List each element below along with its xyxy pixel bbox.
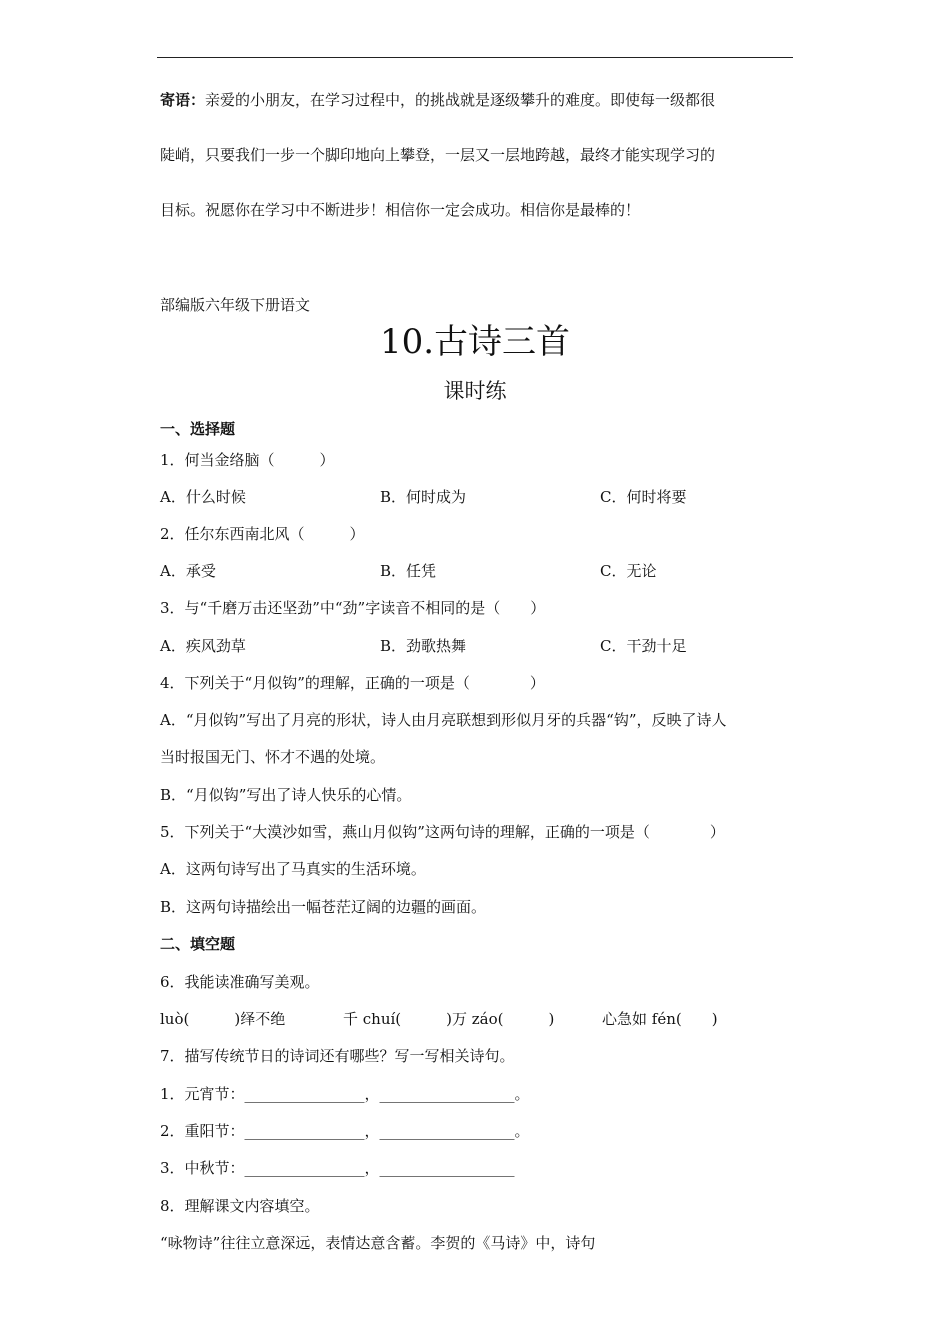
q4-option-a-line-2: 当时报国无门、怀才不遇的处境。 xyxy=(160,748,386,766)
page-title: 10.古诗三首 xyxy=(379,322,571,362)
q1-stem: 1．何当金络脑（ ） xyxy=(160,451,335,469)
greeting-label: 寄语： xyxy=(160,91,206,109)
q1-option-b: B．何时成为 xyxy=(380,488,467,506)
q8-text: “咏物诗”往往立意深远，表情达意含蓄。李贺的《马诗》中，诗句 xyxy=(160,1234,596,1252)
q6-stem: 6．我能读准确写美观。 xyxy=(160,973,320,991)
q8-stem: 8．理解课文内容填空。 xyxy=(160,1197,320,1215)
q7-line-2: 2．重阳节：________________，__________________。 xyxy=(160,1122,530,1140)
q6-pinyin-1: luò( )绎不绝 xyxy=(160,1010,286,1028)
greeting-line-1 xyxy=(160,90,715,110)
grade-label: 部编版六年级下册语文 xyxy=(160,296,311,314)
page-subtitle: 课时练 xyxy=(443,379,507,403)
q5-stem: 5．下列关于“大漠沙如雪，燕山月似钩”这两句诗的理解，正确的一项是（ ） xyxy=(160,823,725,841)
q3-stem: 3．与“千磨万击还坚劲”中“劲”字读音不相同的是（ ） xyxy=(160,599,546,617)
q6-pinyin-3: 心急如 fén( ) xyxy=(602,1010,718,1028)
q2-option-a: A．承受 xyxy=(160,562,216,580)
greeting-text-1: 亲爱的小朋友，在学习过程中，的挑战就是逐级攀升的难度。即使每一级都很 xyxy=(205,91,716,109)
q6-pinyin-2: 千 chuí( )万 záo( ) xyxy=(343,1010,555,1028)
q4-stem: 4．下列关于“月似钩”的理解，正确的一项是（ ） xyxy=(160,674,545,692)
q7-line-3: 3．中秋节：________________，__________________ xyxy=(160,1159,515,1177)
q2-option-b: B．任凭 xyxy=(380,562,437,580)
q5-option-a: A．这两句诗写出了马真实的生活环境。 xyxy=(160,860,426,878)
q3-option-b: B．劲歌热舞 xyxy=(380,637,467,655)
header-rule xyxy=(157,57,793,58)
q4-option-b: B．“月似钩”写出了诗人快乐的心情。 xyxy=(160,786,412,804)
q5-option-b: B．这两句诗描绘出一幅苍茫辽阔的边疆的画面。 xyxy=(160,898,487,916)
section-heading-fill: 二、填空题 xyxy=(160,935,236,953)
q1-option-a: A．什么时候 xyxy=(160,488,246,506)
q2-option-c: C．无论 xyxy=(600,562,657,580)
q7-stem: 7．描写传统节日的诗词还有哪些？写一写相关诗句。 xyxy=(160,1047,515,1065)
q3-option-a: A．疾风劲草 xyxy=(160,637,246,655)
q1-option-c: C．何时将要 xyxy=(600,488,687,506)
q3-option-c: C．干劲十足 xyxy=(600,637,687,655)
section-heading-choice: 一、选择题 xyxy=(160,420,236,438)
greeting-line-2: 陡峭，只要我们一步一个脚印地向上攀登，一层又一层地跨越，最终才能实现学习的 xyxy=(160,146,716,164)
q2-stem: 2．任尔东西南北风（ ） xyxy=(160,525,365,543)
q4-option-a-line-1: A．“月似钩”写出了月亮的形状，诗人由月亮联想到形似月牙的兵器“钩”，反映了诗人 xyxy=(160,711,727,729)
greeting-line-3: 目标。祝愿你在学习中不断进步！相信你一定会成功。相信你是最棒的！ xyxy=(160,201,641,219)
q7-line-1: 1．元宵节：________________，__________________。 xyxy=(160,1085,530,1103)
